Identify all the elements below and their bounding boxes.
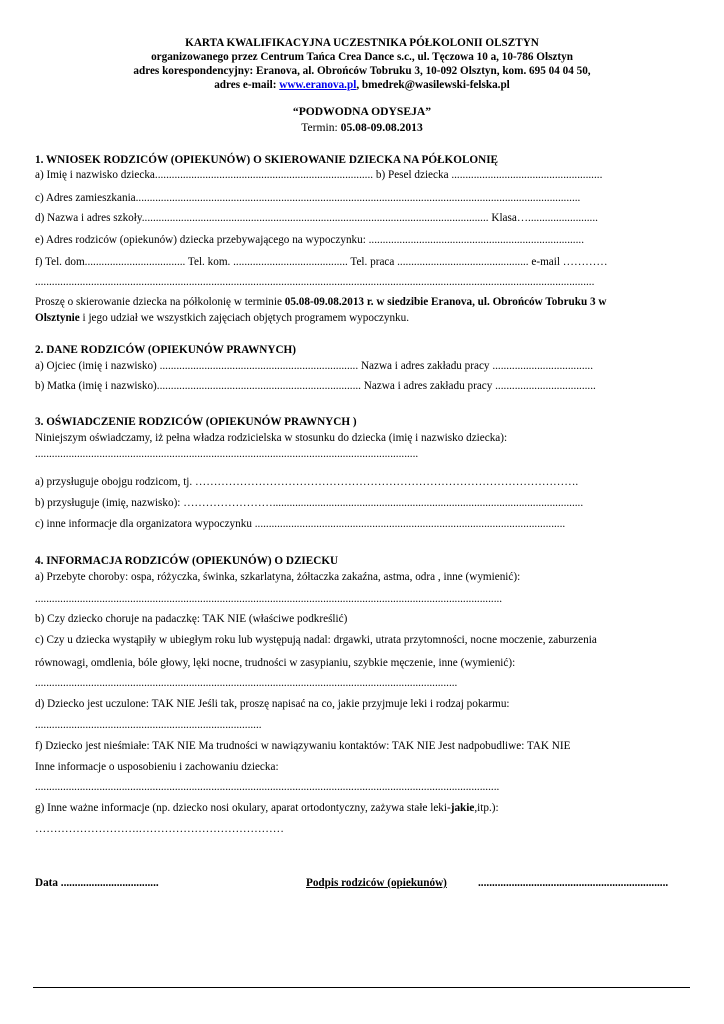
request-city: Olsztynie xyxy=(35,312,80,324)
custody-statement: Niniejszym oświadczamy, iż pełna władza rodzicielska w stosunku do dziecka (imię i nazwisko dziecka): xyxy=(35,432,508,444)
email-prefix: adres e-mail: xyxy=(214,79,280,91)
section2-heading: 2. DANE RODZICÓW (OPIEKUNÓW PRAWNYCH) xyxy=(35,344,296,356)
footer-divider xyxy=(33,987,690,988)
request-text-end: i jego udział we wszystkich zajęciach objętych programem wypoczynku. xyxy=(79,312,410,324)
school-class-field[interactable]: d) Nazwa i adres szkoły............................................................................................................................ Klasa…......................... xyxy=(35,212,598,224)
other-info-end: ,itp.): xyxy=(474,802,499,814)
signature-label: Podpis rodziców (opiekunów) xyxy=(306,877,447,889)
mother-field[interactable]: b) Matka (imię i nazwisko)......................................................................... Nazwa i adres zakładu pracy .................................... xyxy=(35,380,596,392)
term-value: 05.08-09.08.2013 xyxy=(340,121,423,134)
other-info-field[interactable]: ……………………….………………………………… xyxy=(35,823,284,835)
child-name-pesel-field[interactable]: a) Imię i nazwisko dziecka.............................................................................. b) Pesel dziecka ...................................................... xyxy=(35,169,603,181)
other-info-question xyxy=(35,801,499,815)
allergy-field[interactable]: ................................................................................. xyxy=(35,719,262,731)
section4-heading: 4. INFORMACJA RODZICÓW (OPIEKUNÓW) O DZIECKU xyxy=(35,555,339,567)
behavior-info-label: Inne informacje o usposobieniu i zachowaniu dziecka: xyxy=(35,761,279,773)
behavior-info-field[interactable]: ...................................................................................................................................................................... xyxy=(35,781,500,793)
custody-one-field[interactable]: b) przysługuje (imię, nazwisko): ……………………............................................................................................................... xyxy=(35,497,584,509)
shyness-question[interactable]: f) Dziecko jest nieśmiałe: TAK NIE Ma trudności w nawiązywaniu kontaktów: TAK NIE Jest nadpobudliwe: TAK NIE xyxy=(35,740,571,752)
other-info-text: g) Inne ważne informacje (np. dziecko nosi okulary, aparat ortodontyczny, zażywa stałe leki- xyxy=(35,802,451,814)
father-field[interactable]: a) Ojciec (imię i nazwisko) ....................................................................... Nazwa i adres zakładu pracy .................................... xyxy=(35,360,594,372)
parents-address-field[interactable]: e) Adres rodziców (opiekunów) dziecka przebywającego na wypoczynku: ............................................................................. xyxy=(35,234,584,246)
term-label: Termin: xyxy=(301,121,341,134)
symptoms-question-line1: c) Czy u dziecka wystąpiły w ubiegłym roku lub występują nadal: drgawki, utrata przytomności, nocne moczenie, zaburzenia xyxy=(35,634,597,646)
organizer-line: organizowanego przez Centrum Tańca Crea Dance s.c., ul. Tęczowa 10 a, 10-786 Olsztyn xyxy=(151,51,573,63)
request-term-location: 05.08-09.08.2013 r. w siedzibie Eranova, ul. Obrońców Tobruku 3 w xyxy=(284,296,607,308)
contact-line xyxy=(0,78,724,92)
document-title: KARTA KWALIFIKACYJNA UCZESTNIKA PÓŁKOLONII OLSZTYN xyxy=(185,37,539,49)
custody-child-field[interactable]: ......................................................................................................................................... xyxy=(35,448,419,460)
request-text: Proszę o skierowanie dziecka na półkolonię w terminie xyxy=(35,296,285,308)
symptoms-field[interactable]: ....................................................................................................................................................... xyxy=(35,677,458,689)
signature-field[interactable]: .................................................................... xyxy=(478,877,669,889)
home-address-field[interactable]: c) Adres zamieszkania............................................................................................................................................................... xyxy=(35,192,581,204)
email-address: , bmedrek@wasilewski-felska.pl xyxy=(356,79,510,91)
custody-both-field[interactable]: a) przysługuje obojgu rodzicom, tj. …………………………………………………………………………………………. xyxy=(35,476,579,488)
date-field[interactable]: Data ................................... xyxy=(35,877,159,889)
organizer-info-field[interactable]: c) inne informacje dla organizatora wypoczynku ............................................................................................................... xyxy=(35,518,566,530)
camp-name: “PODWODNA ODYSEJA” xyxy=(292,105,432,118)
request-text-line1 xyxy=(35,295,606,309)
camp-term xyxy=(0,121,724,134)
epilepsy-question[interactable]: b) Czy dziecko choruje na padaczkę: TAK NIE (właściwe podkreślić) xyxy=(35,613,348,625)
phones-email-field[interactable]: f) Tel. dom.................................... Tel. kom. ......................................... Tel. praca ............................................... e-mail ………… xyxy=(35,256,608,268)
other-info-which: jakie xyxy=(450,802,475,814)
dotted-line[interactable]: ........................................................................................................................................................................................................ xyxy=(35,276,595,288)
illnesses-question: a) Przebyte choroby: ospa, różyczka, świnka, szkarlatyna, żółtaczka zakaźna, astma, odra , inne (wymienić): xyxy=(35,571,521,583)
address-line: adres korespondencyjny: Eranova, al. Obrońców Tobruku 3, 10-092 Olsztyn, kom. 695 04 04 50, xyxy=(133,65,591,77)
section3-heading: 3. OŚWIADCZENIE RODZICÓW (OPIEKUNÓW PRAWNYCH ) xyxy=(35,416,357,428)
website-link[interactable]: www.eranova.pl xyxy=(279,79,357,91)
section1-heading: 1. WNIOSEK RODZICÓW (OPIEKUNÓW) O SKIEROWANIE DZIECKA NA PÓŁKOLONIĘ xyxy=(35,154,499,166)
allergy-question[interactable]: d) Dziecko jest uczulone: TAK NIE Jeśli tak, proszę napisać na co, jakie przyjmuje leki i rodzaj pokarmu: xyxy=(35,698,510,710)
illnesses-field[interactable]: ....................................................................................................................................................................... xyxy=(35,593,503,605)
request-text-line2 xyxy=(35,311,409,325)
symptoms-question-line2: równowagi, omdlenia, bóle głowy, lęki nocne, trudności w zasypianiu, szybkie męczenie, inne (wymienić): xyxy=(35,657,516,669)
